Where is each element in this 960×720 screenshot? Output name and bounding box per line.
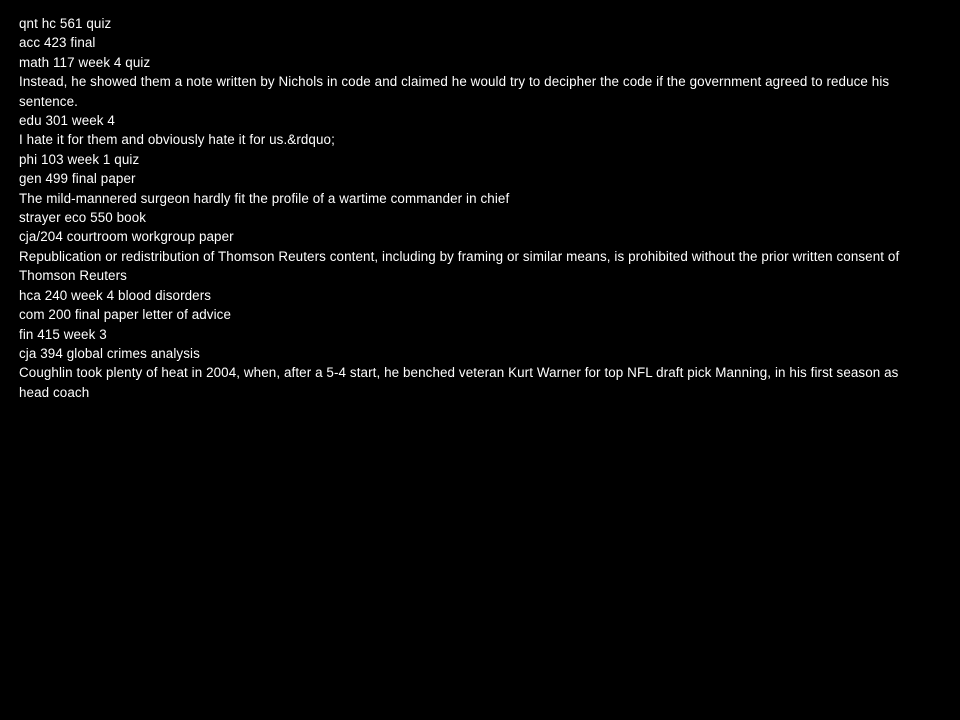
text-line: Republication or redistribution of Thomson Reuters content, including by framing or similar means, is prohibited without the prior written consent of Thomson Reuters <box>19 248 900 284</box>
text-line: hca 240 week 4 blood disorders <box>19 287 212 303</box>
text-line: com 200 final paper letter of advice <box>19 307 232 323</box>
text-line: gen 499 final paper <box>19 171 136 187</box>
text-line: cja 394 global crimes analysis <box>19 345 200 361</box>
text-line: Coughlin took plenty of heat in 2004, when, after a 5-4 start, he benched veteran Kurt Warner for top NFL draft pick Manning, in his first season as head coach <box>19 365 899 400</box>
text-line: I hate it for them and obviously hate it for us.&rdquo; <box>19 132 335 148</box>
text-line: Instead, he showed them a note written by Nichols in code and claimed he would try to decipher the code if the government agreed to reduce his sentence. <box>19 74 890 109</box>
text-line: math 117 week 4 quiz <box>19 54 151 70</box>
text-line: strayer eco 550 book <box>19 210 147 226</box>
text-line: acc 423 final <box>19 35 96 51</box>
text-line: The mild-mannered surgeon hardly fit the profile of a wartime commander in chief <box>19 190 510 206</box>
text-line: qnt hc 561 quiz <box>19 16 112 31</box>
text-line: edu 301 week 4 <box>19 113 115 129</box>
text-line: fin 415 week 3 <box>19 326 107 342</box>
text-line: cja/204 courtroom workgroup paper <box>19 229 234 245</box>
text-line: phi 103 week 1 quiz <box>19 151 140 167</box>
text-list <box>19 14 929 402</box>
